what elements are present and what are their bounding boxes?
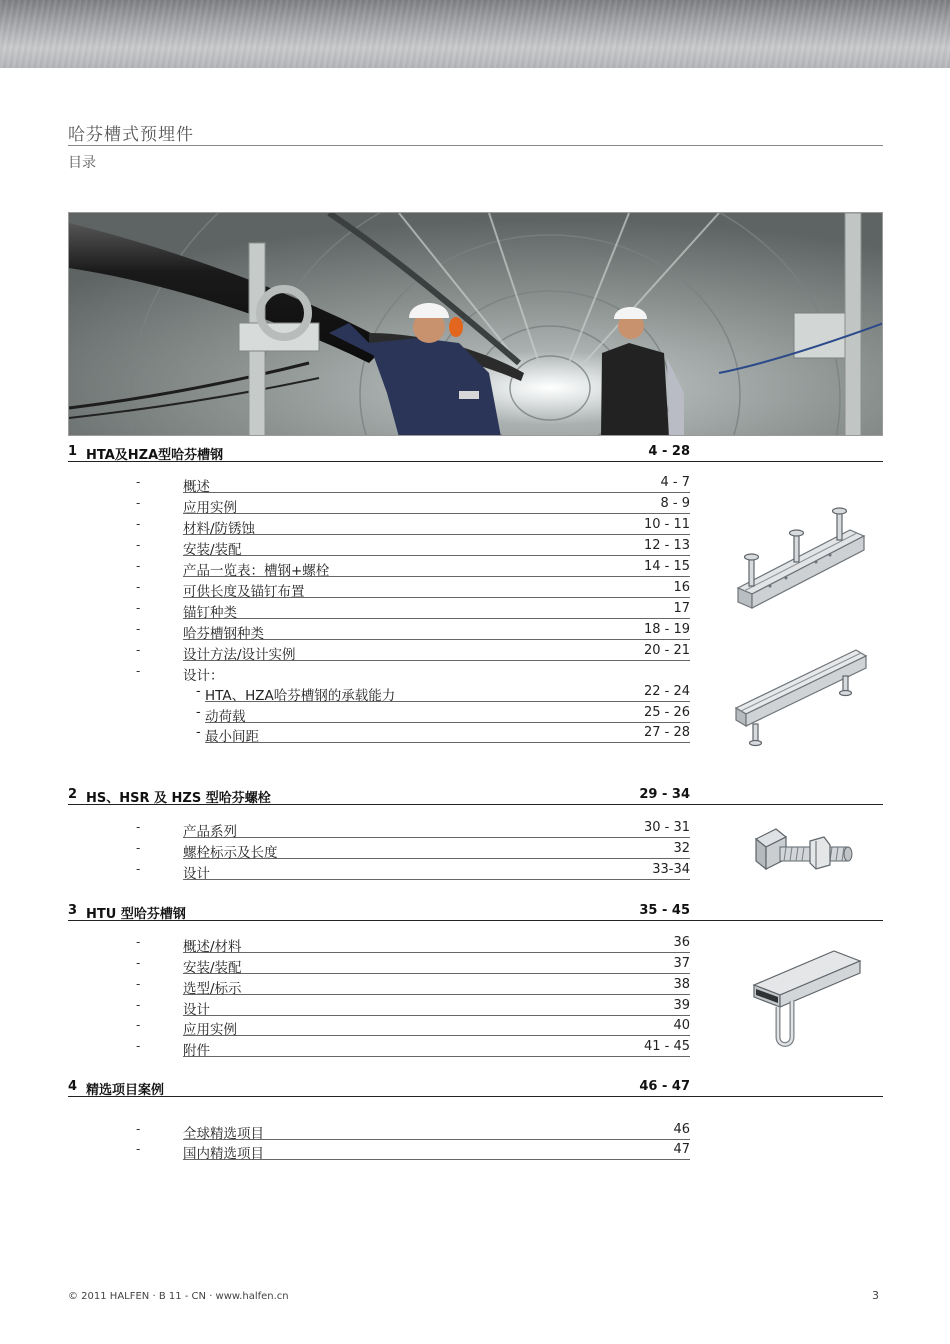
entry-pages: 17	[673, 601, 690, 616]
entry-pages: 10 - 11	[643, 517, 690, 532]
entry-label: 设计：	[183, 668, 224, 684]
channel-illustration	[730, 642, 870, 752]
entry-label: 设计方法/设计实例	[183, 647, 296, 663]
entry-line	[183, 598, 690, 619]
header-band	[0, 0, 950, 68]
entry-line	[183, 838, 690, 859]
entry-label: 产品系列	[183, 824, 237, 840]
section-pages: 29 - 34	[639, 787, 690, 802]
entry-pages: 22 - 24	[643, 684, 690, 699]
entry-label: 安装/装配	[183, 960, 242, 976]
bullet-dash: -	[136, 538, 141, 552]
section-number: 1	[68, 444, 78, 459]
bullet-dash: -	[136, 862, 141, 876]
bullet-dash: -	[136, 998, 141, 1012]
entry-line	[183, 640, 690, 661]
section-pages: 4 - 28	[648, 444, 690, 459]
bullet-dash: -	[136, 1018, 141, 1032]
bullet-dash: -	[196, 705, 201, 720]
entry-label: 全球精选项目	[183, 1126, 264, 1142]
entry-label: 概述	[183, 479, 210, 495]
entry-label: 最小间距	[205, 729, 259, 745]
toc-entry[interactable]	[0, 619, 950, 640]
entry-pages: 32	[673, 841, 690, 856]
entry-pages: 36	[673, 935, 690, 950]
entry-line	[205, 681, 690, 702]
entry-label: HTA、HZA哈芬槽钢的承载能力	[205, 688, 396, 704]
section-title: HS、HSR 及 HZS 型哈芬螺栓	[86, 791, 271, 806]
bullet-dash: -	[136, 1039, 141, 1053]
entry-label: 锚钉种类	[183, 605, 237, 621]
entry-line	[183, 1015, 690, 1036]
entry-pages: 18 - 19	[643, 622, 690, 637]
page-number: 3	[872, 1289, 879, 1302]
entry-line	[205, 702, 690, 723]
bullet-dash: -	[136, 475, 141, 489]
entry-pages: 47	[673, 1142, 690, 1157]
entry-label: 国内精选项目	[183, 1146, 264, 1162]
section-title: HTA及HZA型哈芬槽钢	[86, 448, 224, 463]
entry-line	[183, 493, 690, 514]
bullet-dash: -	[136, 1122, 141, 1136]
toc-entry[interactable]	[0, 472, 950, 493]
bullet-dash: -	[136, 622, 141, 636]
section-2-heading[interactable]	[68, 785, 883, 805]
bullet-dash: -	[196, 725, 201, 740]
entry-line	[183, 995, 690, 1016]
entry-line	[183, 619, 690, 640]
entry-pages: 39	[673, 998, 690, 1013]
entry-label: 附件	[183, 1043, 210, 1059]
entry-pages: 46	[673, 1122, 690, 1137]
entry-line	[183, 535, 690, 556]
bullet-dash: -	[136, 841, 141, 855]
entry-label: 可供长度及锚钉布置	[183, 584, 305, 600]
section-number: 2	[68, 787, 78, 802]
entry-label: 哈芬槽钢种类	[183, 626, 264, 642]
toc-entry[interactable]	[0, 1139, 950, 1160]
section-1-heading[interactable]	[68, 442, 883, 462]
bullet-dash: -	[136, 643, 141, 657]
entry-label: 应用实例	[183, 500, 237, 516]
bullet-dash: -	[136, 496, 141, 510]
entry-line	[183, 859, 690, 880]
entry-pages: 33-34	[652, 862, 690, 877]
section-pages: 35 - 45	[639, 903, 690, 918]
entry-pages: 38	[673, 977, 690, 992]
anchor-channel-illustration	[730, 500, 870, 620]
entry-pages: 16	[673, 580, 690, 595]
entry-pages: 14 - 15	[643, 559, 690, 574]
entry-line	[183, 556, 690, 577]
bullet-dash: -	[136, 559, 141, 573]
section-pages: 46 - 47	[639, 1079, 690, 1094]
entry-line	[183, 1119, 690, 1140]
page-title: 哈芬槽式预埋件	[68, 125, 194, 145]
t-bolt-illustration	[750, 825, 860, 880]
entry-pages: 4 - 7	[660, 475, 690, 490]
entry-line	[183, 661, 690, 682]
entry-line	[183, 514, 690, 535]
entry-pages: 41 - 45	[643, 1039, 690, 1054]
entry-label: 螺栓标示及长度	[183, 845, 278, 861]
entry-pages: 20 - 21	[643, 643, 690, 658]
entry-label: 设计	[183, 1002, 210, 1018]
entry-line	[183, 577, 690, 598]
entry-label: 选型/标示	[183, 981, 242, 997]
bullet-dash: -	[196, 684, 201, 699]
bullet-dash: -	[136, 935, 141, 949]
entry-line	[183, 1036, 690, 1057]
entry-line	[183, 1139, 690, 1160]
entry-line	[183, 472, 690, 493]
entry-pages: 25 - 26	[643, 705, 690, 720]
bullet-dash: -	[136, 601, 141, 615]
entry-line	[205, 722, 690, 743]
entry-line	[183, 974, 690, 995]
bullet-dash: -	[136, 580, 141, 594]
entry-pages: 12 - 13	[643, 538, 690, 553]
tunnel-photo	[68, 212, 883, 436]
entry-line	[183, 953, 690, 974]
section-title: 精选项目案例	[86, 1083, 165, 1098]
entry-label: 安装/装配	[183, 542, 242, 558]
section-number: 4	[68, 1079, 78, 1094]
entry-pages: 8 - 9	[660, 496, 690, 511]
entry-label: 产品一览表：槽钢+螺栓	[183, 563, 330, 579]
bullet-dash: -	[136, 977, 141, 991]
section-title: HTU 型哈芬槽钢	[86, 907, 186, 922]
entry-label: 应用实例	[183, 1022, 237, 1038]
footer-copyright: © 2011 HALFEN · B 11 - CN · www.halfen.cn	[68, 1291, 289, 1302]
bullet-dash: -	[136, 820, 141, 834]
htu-channel-illustration	[748, 945, 866, 1053]
bullet-dash: -	[136, 1142, 141, 1156]
section-number: 3	[68, 903, 78, 918]
entry-pages: 37	[673, 956, 690, 971]
entry-label: 动荷载	[205, 709, 246, 725]
entry-label: 概述/材料	[183, 939, 242, 955]
bullet-dash: -	[136, 664, 141, 678]
section-4-heading[interactable]	[68, 1077, 883, 1097]
entry-line	[183, 932, 690, 953]
entry-label: 设计	[183, 866, 210, 882]
bullet-dash: -	[136, 517, 141, 531]
title-rule	[68, 145, 883, 146]
entry-pages: 40	[673, 1018, 690, 1033]
page-subtitle: 目录	[68, 155, 96, 171]
entry-pages: 30 - 31	[643, 820, 690, 835]
section-3-heading[interactable]	[68, 901, 883, 921]
toc-entry[interactable]	[0, 1119, 950, 1140]
entry-line	[183, 817, 690, 838]
entry-label: 材料/防锈蚀	[183, 521, 256, 537]
entry-pages: 27 - 28	[643, 725, 690, 740]
bullet-dash: -	[136, 956, 141, 970]
